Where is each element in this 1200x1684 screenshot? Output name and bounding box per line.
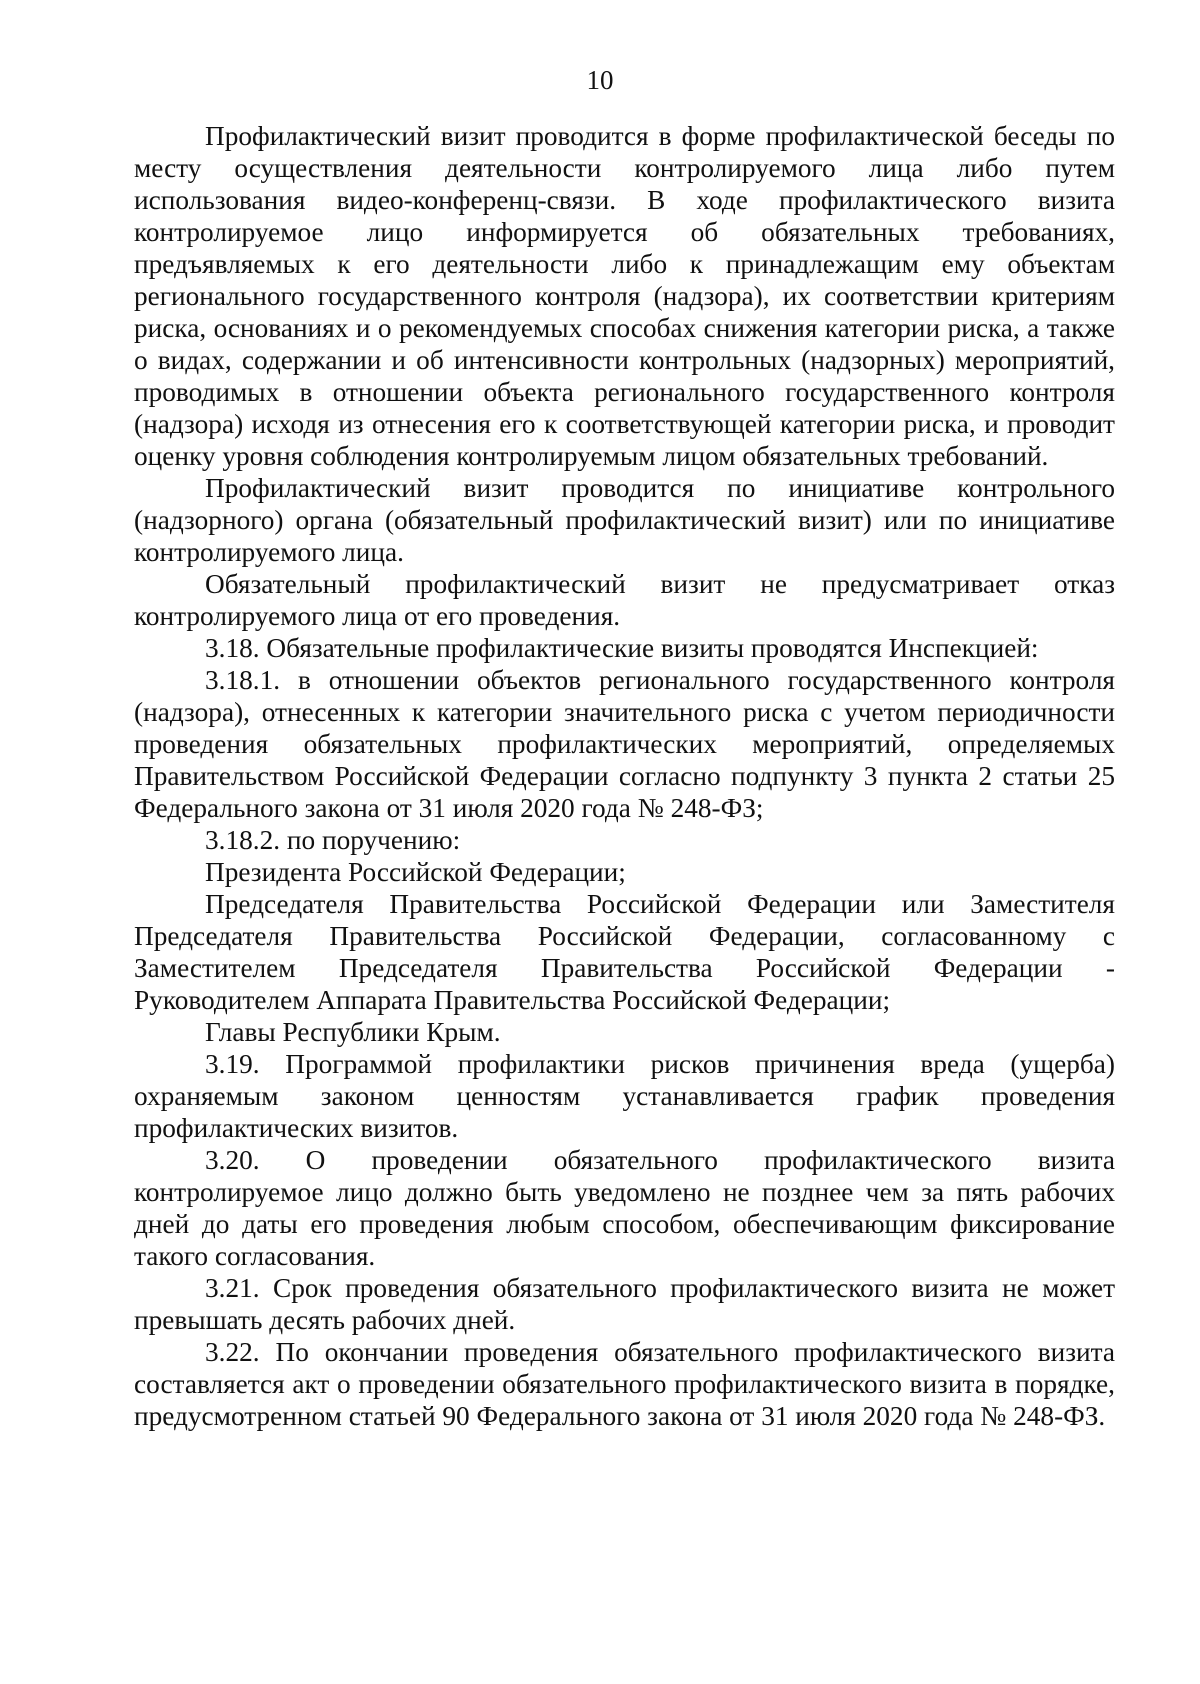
paragraph-3-18-2: 3.18.2. по поручению: <box>205 825 461 855</box>
paragraph-3-21: 3.21. Срок проведения обязательного профилактического визита не может превышать десять рабочих дней. <box>134 1273 1115 1335</box>
paragraph-3-18: 3.18. Обязательные профилактические визиты проводятся Инспекцией: <box>205 633 1039 663</box>
paragraph-3-19: 3.19. Программой профилактики рисков причинения вреда (ущерба) охраняемым законом ценностям устанавливается график проведения профилактических визитов. <box>134 1049 1115 1143</box>
paragraph-government-office-head: Руководителем Аппарата Правительства Российской Федерации; <box>134 985 891 1015</box>
paragraph-visit-initiative: Профилактический визит проводится по инициативе контрольного (надзорного) органа (обязательный профилактический визит) или по инициативе контролируемого лица. <box>134 473 1115 567</box>
document-body <box>134 120 1115 1432</box>
paragraph-3-22: 3.22. По окончании проведения обязательного профилактического визита составляется акт о проведении обязательного профилактического визита в порядке, предусмотренном статьей 90 Федерального закона от 31 июля 2020 года № 248-ФЗ. <box>134 1337 1115 1431</box>
paragraph-crimea-head: Главы Республики Крым. <box>205 1017 501 1047</box>
paragraph-visit-description: Профилактический визит проводится в форме профилактической беседы по месту осуществления деятельности контролируемого лица либо путем использования видео-конференц-связи. В ходе профилактического визита контролируемое лицо информируется об обязательных требованиях, предъявляемых к его деятельности либо к принадлежащим ему объектам регионального государственного контроля (надзора), их соответствии критериям риска, основаниях и о рекомендуемых способах снижения категории риска, а также о видах, содержании и об интенсивности контрольных (надзорных) мероприятий, проводимых в отношении объекта регионального государственного контроля (надзора) исходя из отнесения его к соответствующей категории риска, и проводит оценку уровня соблюдения контролируемым лицом обязательных требований. <box>134 121 1115 471</box>
paragraph-3-18-1: 3.18.1. в отношении объектов регионального государственного контроля (надзора), отнесенных к категории значительного риска с учетом периодичности проведения обязательных профилактических мероприятий, определяемых Правительством Российской Федерации согласно подпункту 3 пункта 2 статьи 25 Федерального закона от 31 июля 2020 года № 248-ФЗ; <box>134 665 1115 823</box>
page-number: 10 <box>586 65 614 95</box>
paragraph-president: Президента Российской Федерации; <box>205 857 626 887</box>
paragraph-3-20: 3.20. О проведении обязательного профилактического визита контролируемое лицо должно быть уведомлено не позднее чем за пять рабочих дней до даты его проведения любым способом, обеспечивающим фиксирование такого согласования. <box>134 1145 1115 1271</box>
paragraph-government-chair: Председателя Правительства Российской Федерации или Заместителя Председателя Правительства Российской Федерации, согласованному с Заместителем Председателя Правительства Российской Федерации - <box>134 889 1115 983</box>
paragraph-no-refusal: Обязательный профилактический визит не предусматривает отказ контролируемого лица от его проведения. <box>134 569 1115 631</box>
